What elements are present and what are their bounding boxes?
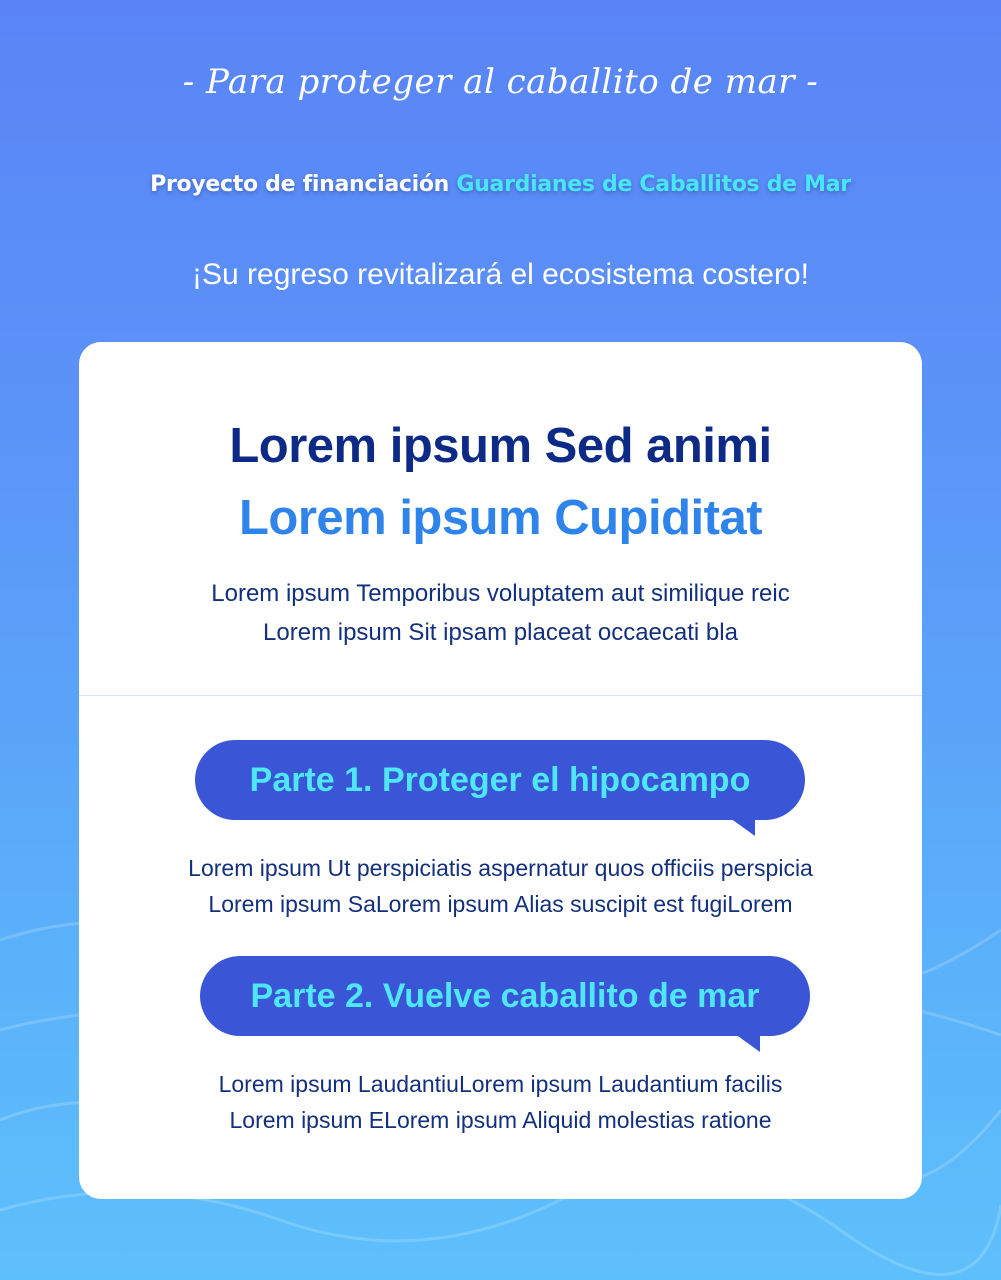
intro-line: Lorem ipsum Temporibus voluptatem aut similique reic xyxy=(211,580,790,607)
divider xyxy=(79,695,922,696)
part-2-line: Lorem ipsum LaudantiuLorem ipsum Laudantium facilis xyxy=(218,1071,783,1097)
project-name: Guardianes de Caballitos de Mar xyxy=(456,172,851,197)
subtitle: ¡Su regreso revitalizará el ecosistema costero! xyxy=(192,258,809,291)
part-1-line: Lorem ipsum SaLorem ipsum Alias suscipit est fugiLorem xyxy=(208,891,793,917)
project-line xyxy=(0,172,1001,197)
script-title: - Para proteger al caballito de mar - xyxy=(182,62,819,102)
intro-line: Lorem ipsum Sit ipsam placeat occaecati bla xyxy=(263,619,738,646)
speech-bubble-tail xyxy=(730,818,755,836)
speech-bubble-tail xyxy=(735,1034,760,1052)
part-1-description xyxy=(79,850,922,922)
part-1-title: Parte 1. Proteger el hipocampo xyxy=(249,760,751,799)
part-2-description xyxy=(79,1066,922,1138)
card-intro xyxy=(79,574,922,652)
part-2-line: Lorem ipsum ELorem ipsum Aliquid molestias ratione xyxy=(229,1107,772,1133)
card-headline-primary: Lorem ipsum Sed animi xyxy=(229,419,772,473)
part-2-speech-bubble xyxy=(200,956,810,1036)
content-card xyxy=(79,342,922,1199)
part-1-line: Lorem ipsum Ut perspiciatis aspernatur quos officiis perspicia xyxy=(188,855,813,881)
part-2-title: Parte 2. Vuelve caballito de mar xyxy=(250,976,760,1015)
project-prefix: Proyecto de financiación xyxy=(150,172,450,197)
part-1-speech-bubble xyxy=(195,740,805,820)
card-headline-secondary: Lorem ipsum Cupiditat xyxy=(238,491,763,545)
